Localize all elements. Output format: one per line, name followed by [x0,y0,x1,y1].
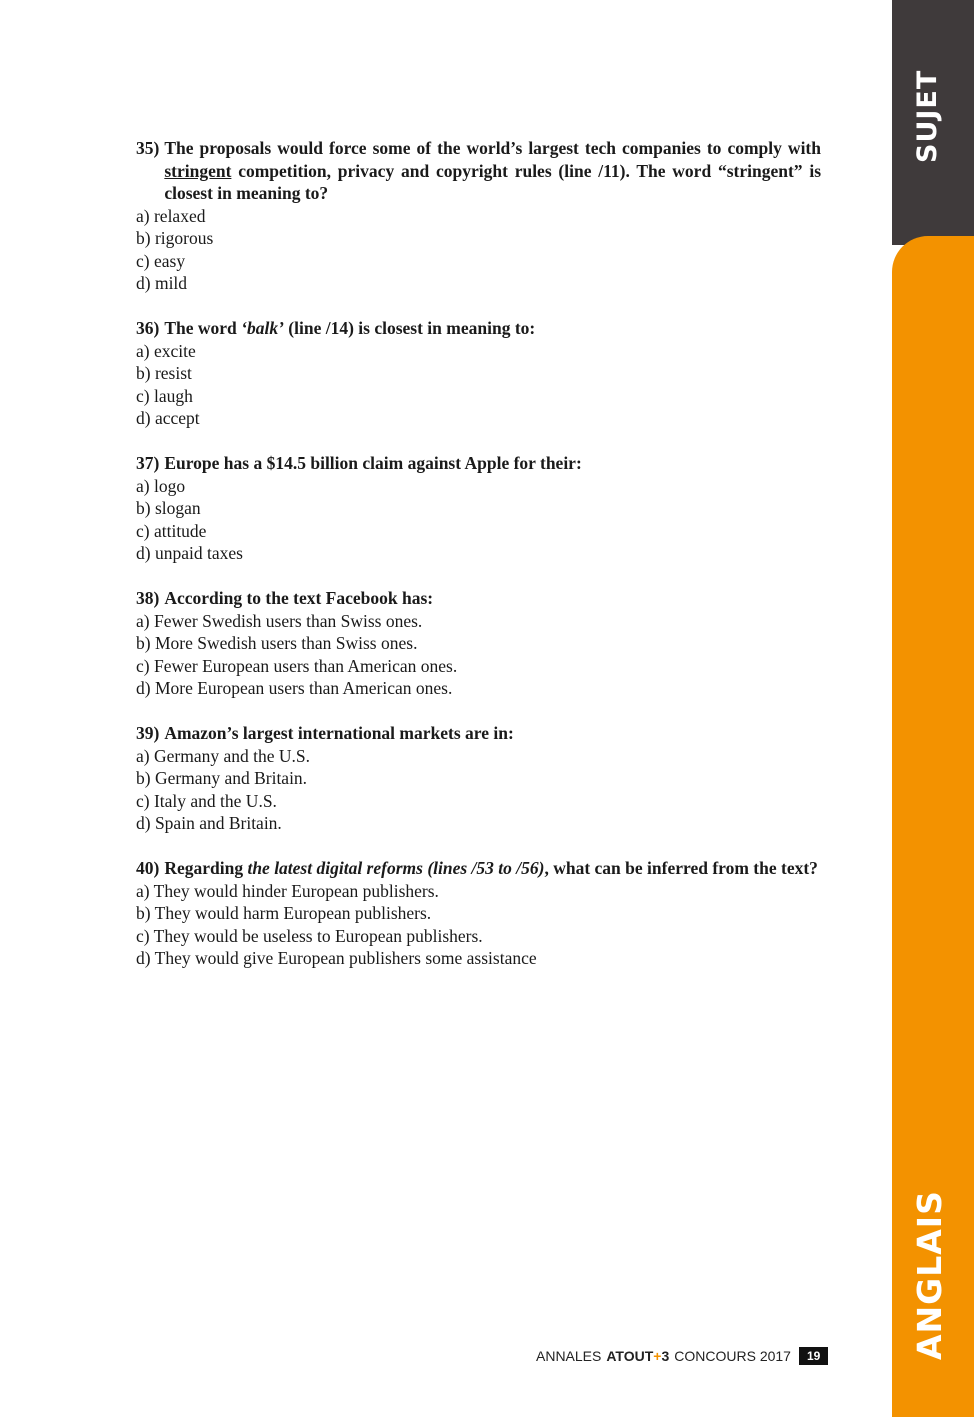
question-prompt: According to the text Facebook has: [164,588,434,608]
option: c) easy [136,250,186,271]
option: d) Spain and Britain. [136,813,282,833]
question-prompt: Regarding the latest digital reforms (lines /53 to /56), what can be inferred from the text? [164,858,818,878]
italic-term: the latest digital reforms (lines /53 to /56) [247,858,545,878]
option: a) Fewer Swedish users than Swiss ones. [136,610,423,631]
option: d) unpaid taxes [136,543,243,563]
footer-brand: ATOUT [606,1348,654,1364]
question-prompt: The proposals would force some of the world’s largest tech companies to comply with stringent competition, privacy and copyright rules (line /11). The word “stringent” is closest in meaning to? [164,138,821,203]
option: d) accept [136,408,200,428]
option: a) They would hinder European publishers. [136,880,439,901]
page-footer [536,1346,828,1366]
option: c) Fewer European users than American ones. [136,655,458,676]
option: d) They would give European publishers some assistance [136,948,537,968]
option: b) slogan [136,498,201,518]
option: d) mild [136,273,188,293]
option: c) attitude [136,520,207,541]
question-heading [136,587,821,610]
question-heading [136,452,821,475]
section-label: SUJET [912,69,943,163]
option: b) Germany and Britain. [136,768,308,788]
option: d) More European users than American ones. [136,678,453,698]
option: b) More Swedish users than Swiss ones. [136,633,418,653]
option: b) resist [136,363,192,383]
option: c) Italy and the U.S. [136,790,277,811]
page-number: 19 [799,1347,828,1365]
question-36 [136,317,821,430]
option: a) relaxed [136,205,206,226]
footer-suffix: CONCOURS 2017 [674,1348,791,1364]
question-number: 40) [136,858,160,878]
option: c) They would be useless to European publishers. [136,925,483,946]
option: c) laugh [136,385,193,406]
question-40 [136,857,821,970]
italic-term: ‘balk’ [241,318,284,338]
option: a) logo [136,475,186,496]
question-number: 38) [136,588,160,608]
question-heading [136,722,821,745]
question-heading [136,137,821,205]
question-prompt: Europe has a $14.5 billion claim against Apple for their: [164,453,582,473]
question-number: 35) [136,138,160,158]
subject-label: ANGLAIS [910,1190,949,1360]
underlined-word: stringent [164,160,232,181]
question-39 [136,722,821,835]
option: a) excite [136,340,196,361]
question-number: 37) [136,453,160,473]
question-heading [136,317,821,340]
question-number: 39) [136,723,160,743]
option: a) Germany and the U.S. [136,745,310,766]
question-38 [136,587,821,700]
footer-three: 3 [661,1348,670,1364]
option: b) rigorous [136,228,214,248]
option: b) They would harm European publishers. [136,903,432,923]
footer-prefix: ANNALES [536,1348,602,1364]
question-prompt: The word ‘balk’ (line /14) is closest in meaning to: [164,318,536,338]
question-35 [136,137,821,295]
question-number: 36) [136,318,160,338]
question-prompt: Amazon’s largest international markets are in: [164,723,514,743]
question-heading [136,857,821,880]
footer-plus: + [653,1348,662,1364]
questions-content [136,137,821,992]
question-37 [136,452,821,565]
